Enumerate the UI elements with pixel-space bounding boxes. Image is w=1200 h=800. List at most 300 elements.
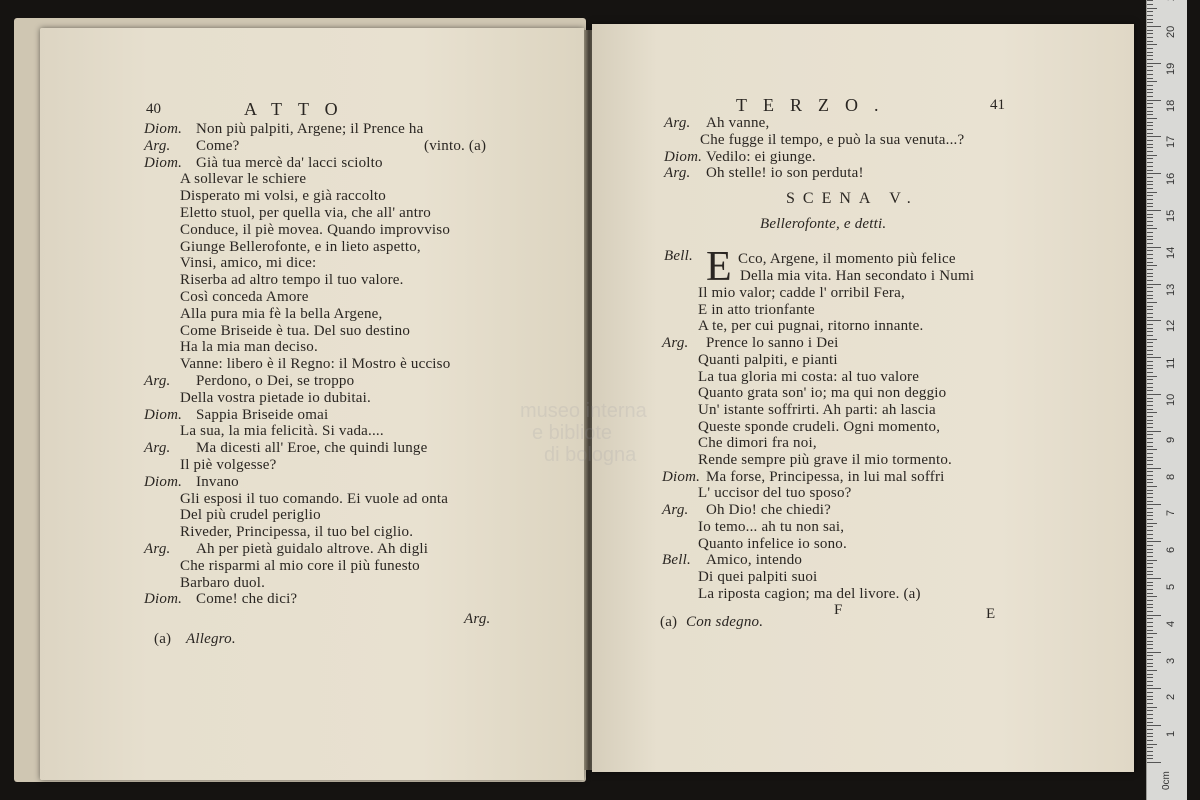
ruler-tick bbox=[1147, 618, 1153, 619]
verse-line: L' uccisor del tuo sposo? bbox=[698, 485, 852, 502]
ruler-tick bbox=[1147, 751, 1153, 752]
ruler-tick bbox=[1147, 354, 1153, 355]
ruler-tick bbox=[1147, 273, 1153, 274]
ruler-tick bbox=[1147, 412, 1157, 413]
ruler-tick bbox=[1147, 471, 1153, 472]
ruler-tick bbox=[1147, 405, 1153, 406]
running-header: ATTO bbox=[244, 99, 354, 119]
ruler-tick bbox=[1147, 659, 1153, 660]
ruler-tick bbox=[1147, 600, 1153, 601]
ruler-tick bbox=[1147, 342, 1153, 343]
ruler-number: 3 bbox=[1165, 657, 1177, 664]
ruler-tick bbox=[1147, 59, 1153, 60]
verse-line: Barbaro duol. bbox=[180, 574, 266, 591]
ruler-number: 14 bbox=[1165, 246, 1177, 259]
verse-line: Quanto grata son' io; ma qui non deggio bbox=[698, 385, 947, 402]
ruler-tick bbox=[1147, 295, 1153, 296]
verse-line: Vinsi, amico, mi dice: bbox=[180, 255, 317, 272]
ruler-tick bbox=[1147, 302, 1157, 303]
ruler-tick bbox=[1147, 431, 1161, 432]
ruler-tick bbox=[1147, 714, 1153, 715]
ruler-number: 16 bbox=[1165, 172, 1177, 186]
verse-line-tail: (vinto. (a) bbox=[424, 137, 487, 154]
ruler-tick bbox=[1147, 493, 1153, 494]
ruler-tick bbox=[1147, 497, 1153, 498]
ruler-tick bbox=[1147, 103, 1153, 104]
ruler-tick bbox=[1147, 696, 1153, 697]
verse-line: Cco, Argene, il momento più felice bbox=[738, 251, 956, 267]
ruler-tick bbox=[1147, 8, 1157, 9]
ruler-tick bbox=[1147, 243, 1153, 244]
ruler-tick bbox=[1147, 284, 1161, 285]
ruler-tick bbox=[1147, 144, 1153, 145]
verse-line: Della mia vita. Han secondato i Numi bbox=[740, 268, 975, 284]
ruler-tick bbox=[1147, 578, 1161, 579]
speaker-name: Diom. bbox=[662, 468, 701, 485]
ruler-tick bbox=[1147, 210, 1161, 211]
ruler-tick bbox=[1147, 339, 1157, 340]
ruler-tick bbox=[1147, 225, 1153, 226]
ruler-tick bbox=[1147, 637, 1153, 638]
verse-line: A sollevar le schiere bbox=[180, 171, 307, 188]
watermark-line: museo interna bbox=[520, 400, 647, 422]
speaker-name: Arg. bbox=[662, 335, 689, 352]
ruler-tick bbox=[1147, 692, 1153, 693]
verse-line: Io temo... ah tu non sai, bbox=[698, 518, 845, 535]
ruler-tick bbox=[1147, 122, 1153, 123]
ruler-tick bbox=[1147, 74, 1153, 75]
ruler-tick bbox=[1147, 280, 1153, 281]
verse-line: Come! che dici? bbox=[196, 591, 298, 608]
verse-line: Già tua mercè da' lacci sciolto bbox=[196, 154, 383, 171]
ruler-tick bbox=[1147, 133, 1153, 134]
page-number: 41 bbox=[990, 97, 1005, 113]
ruler-tick bbox=[1147, 434, 1153, 435]
ruler-tick bbox=[1147, 530, 1153, 531]
verse-line: Che risparmi al mio core il più funesto bbox=[180, 557, 420, 574]
ruler-tick bbox=[1147, 203, 1153, 204]
speaker-name: Diom. bbox=[664, 148, 703, 165]
verse-line: Ma dicesti all' Eroe, che quindi lunge bbox=[196, 440, 428, 457]
ruler-tick bbox=[1147, 736, 1153, 737]
ruler-tick bbox=[1147, 147, 1153, 148]
ruler-tick bbox=[1147, 357, 1161, 358]
ruler-tick bbox=[1147, 262, 1153, 263]
ruler-tick bbox=[1147, 170, 1153, 171]
ruler-tick bbox=[1147, 552, 1153, 553]
speaker-name: Arg. bbox=[144, 373, 171, 389]
ruler-tick bbox=[1147, 685, 1153, 686]
verse-line: Amico, intendo bbox=[706, 552, 803, 569]
ruler-tick bbox=[1147, 206, 1153, 207]
verse-line: Rende sempre più grave il mio tormento. bbox=[698, 452, 952, 468]
verse-line: Sappia Briseide omai bbox=[196, 406, 329, 423]
ruler-tick bbox=[1147, 320, 1161, 321]
ruler-tick bbox=[1147, 313, 1153, 314]
ruler-tick bbox=[1147, 19, 1153, 20]
ruler-tick bbox=[1147, 394, 1161, 395]
ruler-tick bbox=[1147, 615, 1161, 616]
ruler-tick bbox=[1147, 269, 1153, 270]
ruler-tick bbox=[1147, 718, 1153, 719]
ruler-tick bbox=[1147, 379, 1153, 380]
ruler-tick bbox=[1147, 401, 1153, 402]
ruler-tick bbox=[1147, 699, 1153, 700]
ruler-tick bbox=[1147, 725, 1161, 726]
verse-line: Vedilo: ei giunge. bbox=[706, 148, 816, 165]
ruler-tick bbox=[1147, 508, 1153, 509]
ruler-tick bbox=[1147, 199, 1153, 200]
ruler-tick bbox=[1147, 11, 1153, 12]
speaker-name: Bell. bbox=[662, 552, 691, 569]
ruler-tick bbox=[1147, 48, 1153, 49]
ruler-tick bbox=[1147, 111, 1153, 112]
verse-line: Ah vanne, bbox=[706, 115, 770, 131]
ruler-tick bbox=[1147, 22, 1153, 23]
ruler-tick bbox=[1147, 192, 1157, 193]
ruler-tick bbox=[1147, 604, 1153, 605]
ruler-tick bbox=[1147, 350, 1153, 351]
ruler-tick bbox=[1147, 626, 1153, 627]
ruler-tick bbox=[1147, 158, 1153, 159]
ruler-tick bbox=[1147, 89, 1153, 90]
verse-line: Così conceda Amore bbox=[180, 289, 309, 305]
verse-line: Conduce, il piè movea. Quando improvviso bbox=[180, 221, 451, 238]
ruler-tick bbox=[1147, 574, 1153, 575]
ruler-tick bbox=[1147, 755, 1153, 756]
verse-line: Di quei palpiti suoi bbox=[698, 568, 818, 585]
ruler-tick bbox=[1147, 549, 1153, 550]
ruler-tick bbox=[1147, 416, 1153, 417]
ruler-tick bbox=[1147, 688, 1161, 689]
ruler-tick bbox=[1147, 585, 1153, 586]
ruler-tick bbox=[1147, 420, 1153, 421]
ruler-tick bbox=[1147, 96, 1153, 97]
ruler-tick bbox=[1147, 387, 1153, 388]
ruler-tick bbox=[1147, 15, 1153, 16]
ruler-tick bbox=[1147, 92, 1153, 93]
ruler-tick bbox=[1147, 722, 1153, 723]
ruler-tick bbox=[1147, 479, 1153, 480]
verse-line: Che fugge il tempo, e può la sua venuta...? bbox=[700, 131, 965, 148]
verse-line: Come? bbox=[196, 137, 240, 154]
watermark-line: e bibliote bbox=[532, 422, 613, 444]
verse-line: Quanti palpiti, e pianti bbox=[698, 351, 838, 368]
verse-line: La riposta cagion; ma del livore. (a) bbox=[698, 585, 921, 602]
ruler-tick bbox=[1147, 515, 1153, 516]
verse-line: Alla pura mia fè la bella Argene, bbox=[180, 305, 383, 322]
speaker-name: Bell. bbox=[664, 248, 693, 264]
ruler-tick bbox=[1147, 55, 1153, 56]
verse-line: Invano bbox=[196, 473, 239, 490]
ruler-tick bbox=[1147, 181, 1153, 182]
page-number: 40 bbox=[146, 101, 161, 117]
ruler-number: 17 bbox=[1165, 136, 1177, 149]
speaker-name: Arg. bbox=[662, 502, 689, 519]
verse-line: Ah per pietà guidalo altrove. Ah digli bbox=[196, 541, 429, 557]
ruler-tick bbox=[1147, 504, 1161, 505]
measurement-ruler bbox=[1146, 0, 1187, 800]
verse-line: A te, per cui pugnai, ritorno innante. bbox=[698, 318, 924, 335]
ruler-tick bbox=[1147, 331, 1153, 332]
verse-line: Il piè volgesse? bbox=[180, 457, 277, 473]
ruler-tick bbox=[1147, 309, 1153, 310]
ruler-tick bbox=[1147, 703, 1153, 704]
ruler-tick bbox=[1147, 78, 1153, 79]
ruler-tick bbox=[1147, 512, 1153, 513]
ruler-tick bbox=[1147, 563, 1153, 564]
ruler-tick bbox=[1147, 758, 1153, 759]
ruler-tick bbox=[1147, 644, 1153, 645]
ruler-tick bbox=[1147, 674, 1153, 675]
ruler-tick bbox=[1147, 228, 1157, 229]
ruler-tick bbox=[1147, 4, 1153, 5]
ruler-tick bbox=[1147, 361, 1153, 362]
speaker-name: Arg. bbox=[144, 541, 171, 557]
ruler-tick bbox=[1147, 114, 1153, 115]
verse-line: Ha la mia man deciso. bbox=[180, 339, 318, 356]
verse-line: Come Briseide è tua. Del suo destino bbox=[180, 322, 411, 339]
verse-line: La sua, la mia felicità. Si vada.... bbox=[180, 423, 384, 440]
ruler-number: 8 bbox=[1165, 473, 1177, 480]
scene-title: SCENA V. bbox=[786, 190, 919, 207]
ruler-tick bbox=[1147, 534, 1153, 535]
ruler-tick bbox=[1147, 390, 1153, 391]
ruler-tick bbox=[1147, 560, 1157, 561]
ruler-tick bbox=[1147, 81, 1157, 82]
ruler-tick bbox=[1147, 166, 1153, 167]
ruler-tick bbox=[1147, 162, 1153, 163]
ruler-tick bbox=[1147, 33, 1153, 34]
ruler-tick bbox=[1147, 460, 1153, 461]
ruler-tick bbox=[1147, 523, 1157, 524]
ruler-tick bbox=[1147, 328, 1153, 329]
ruler-number: 12 bbox=[1165, 320, 1177, 333]
ruler-tick bbox=[1147, 136, 1161, 137]
speaker-name: Arg. bbox=[144, 137, 171, 154]
ruler-tick bbox=[1147, 648, 1153, 649]
verse-line: La tua gloria mi costa: al tuo valore bbox=[698, 368, 920, 385]
ruler-tick bbox=[1147, 490, 1153, 491]
ruler-tick bbox=[1147, 541, 1161, 542]
verse-line: Vanne: libero è il Regno: il Mostro è ucciso bbox=[180, 356, 451, 373]
ruler-tick bbox=[1147, 217, 1153, 218]
footnote-mark: (a) bbox=[660, 614, 678, 630]
verse-line: Riserba ad altro tempo il tuo valore. bbox=[180, 272, 404, 289]
ruler-number: 11 bbox=[1165, 357, 1177, 370]
verse-line: Oh Dio! che chiedi? bbox=[706, 502, 832, 519]
ruler-tick bbox=[1147, 486, 1157, 487]
speaker-name: Arg. bbox=[664, 115, 691, 131]
verse-line: Ma forse, Principessa, in lui mal soffri bbox=[706, 468, 945, 485]
ruler-tick bbox=[1147, 442, 1153, 443]
ruler-tick bbox=[1147, 475, 1153, 476]
ruler-tick bbox=[1147, 298, 1153, 299]
ruler-tick bbox=[1147, 140, 1153, 141]
footnote-text: Con sdegno. bbox=[686, 614, 764, 630]
ruler-tick bbox=[1147, 670, 1157, 671]
verse-line: Quanto infelice io sono. bbox=[698, 535, 847, 552]
ruler-tick bbox=[1147, 666, 1153, 667]
ruler-number: 1 bbox=[1165, 731, 1177, 738]
ruler-tick bbox=[1147, 376, 1157, 377]
ruler-tick bbox=[1147, 593, 1153, 594]
ruler-number: 2 bbox=[1165, 694, 1177, 701]
ruler-number: 20 bbox=[1165, 25, 1177, 38]
ruler-number bbox=[1165, 0, 1177, 1]
ruler-tick bbox=[1147, 427, 1153, 428]
ruler-tick bbox=[1147, 100, 1161, 101]
ruler-tick bbox=[1147, 740, 1153, 741]
ruler-tick bbox=[1147, 519, 1153, 520]
ruler-tick bbox=[1147, 589, 1153, 590]
signature-mark: F bbox=[834, 602, 843, 618]
speaker-name: Diom. bbox=[144, 121, 183, 137]
ruler-tick bbox=[1147, 501, 1153, 502]
ruler-tick bbox=[1147, 173, 1161, 174]
ruler-tick bbox=[1147, 195, 1153, 196]
ruler-tick bbox=[1147, 641, 1153, 642]
verse-line: Queste sponde crudeli. Ogni momento, bbox=[698, 418, 941, 435]
ruler-tick bbox=[1147, 335, 1153, 336]
verse-line: Un' istante soffrirti. Ah parti: ah lascia bbox=[698, 401, 936, 418]
ruler-tick bbox=[1147, 398, 1153, 399]
ruler-tick bbox=[1147, 545, 1153, 546]
ruler-tick bbox=[1147, 707, 1157, 708]
ruler-tick bbox=[1147, 107, 1153, 108]
verse-line: Perdono, o Dei, se troppo bbox=[196, 373, 355, 389]
ruler-tick bbox=[1147, 70, 1153, 71]
ruler-number: 9 bbox=[1165, 436, 1177, 443]
ruler-tick bbox=[1147, 177, 1153, 178]
ruler-tick bbox=[1147, 372, 1153, 373]
ruler-tick bbox=[1147, 438, 1153, 439]
watermark bbox=[520, 400, 680, 466]
ruler-tick bbox=[1147, 611, 1153, 612]
verse-line: Che dimori fra noi, bbox=[698, 435, 817, 452]
ruler-tick bbox=[1147, 214, 1153, 215]
footnote-mark: (a) bbox=[154, 631, 172, 647]
ruler-tick bbox=[1147, 747, 1153, 748]
catchword: Arg. bbox=[464, 611, 491, 627]
scene-characters: Bellerofonte, e detti. bbox=[760, 216, 887, 232]
ruler-tick bbox=[1147, 291, 1153, 292]
ruler-tick bbox=[1147, 30, 1153, 31]
speaker-name: Diom. bbox=[144, 406, 183, 423]
ruler-tick bbox=[1147, 66, 1153, 67]
verse-line: Riveder, Principessa, il tuo bel ciglio. bbox=[180, 524, 414, 541]
ruler-tick bbox=[1147, 324, 1153, 325]
speaker-name: Diom. bbox=[144, 473, 183, 490]
ruler-tick bbox=[1147, 236, 1153, 237]
ruler-tick bbox=[1147, 365, 1153, 366]
ruler-tick bbox=[1147, 729, 1153, 730]
watermark-line: di bologna bbox=[544, 444, 637, 466]
running-header: TERZO. bbox=[736, 95, 895, 115]
speaker-name: Diom. bbox=[144, 154, 183, 171]
ruler-tick bbox=[1147, 346, 1153, 347]
ruler-tick bbox=[1147, 250, 1153, 251]
ruler-tick bbox=[1147, 744, 1157, 745]
ruler-number: 5 bbox=[1165, 583, 1177, 590]
ruler-tick bbox=[1147, 655, 1153, 656]
verse-line: Giunge Bellerofonte, e in lieto aspetto, bbox=[180, 238, 421, 255]
verse-line: Oh stelle! io son perduta! bbox=[706, 165, 864, 182]
ruler-tick bbox=[1147, 247, 1161, 248]
ruler-tick bbox=[1147, 63, 1161, 64]
ruler-tick bbox=[1147, 26, 1161, 27]
ruler-tick bbox=[1147, 622, 1153, 623]
ruler-tick bbox=[1147, 453, 1153, 454]
ruler-tick bbox=[1147, 44, 1157, 45]
ruler-tick bbox=[1147, 184, 1153, 185]
ruler-tick bbox=[1147, 449, 1157, 450]
speaker-name: Arg. bbox=[664, 165, 691, 182]
ruler-tick bbox=[1147, 125, 1153, 126]
verse-line: E in atto trionfante bbox=[698, 301, 815, 318]
ruler-unit-label: 0cm bbox=[1161, 771, 1172, 790]
ruler-tick bbox=[1147, 464, 1153, 465]
ruler-tick bbox=[1147, 630, 1153, 631]
ruler-tick bbox=[1147, 409, 1153, 410]
ruler-tick bbox=[1147, 151, 1153, 152]
ruler-tick bbox=[1147, 457, 1153, 458]
ruler-tick bbox=[1147, 582, 1153, 583]
ruler-tick bbox=[1147, 526, 1153, 527]
verse-line: Il mio valor; cadde l' orribil Fera, bbox=[698, 285, 905, 301]
ruler-tick bbox=[1147, 762, 1161, 763]
ruler-tick bbox=[1147, 663, 1153, 664]
ruler-tick bbox=[1147, 571, 1153, 572]
ruler-tick bbox=[1147, 733, 1153, 734]
ruler-tick bbox=[1147, 188, 1153, 189]
ruler-number: 15 bbox=[1165, 209, 1177, 222]
ruler-tick bbox=[1147, 129, 1153, 130]
ruler-number: 6 bbox=[1165, 547, 1177, 554]
ruler-tick bbox=[1147, 677, 1153, 678]
verse-line: Disperato mi volsi, e già raccolto bbox=[180, 188, 386, 205]
ruler-tick bbox=[1147, 52, 1153, 53]
ruler-tick bbox=[1147, 0, 1153, 1]
ruler-tick bbox=[1147, 681, 1153, 682]
ruler-tick bbox=[1147, 306, 1153, 307]
ruler-tick bbox=[1147, 41, 1153, 42]
ruler-tick bbox=[1147, 221, 1153, 222]
ruler-tick bbox=[1147, 556, 1153, 557]
verse-line: Prence lo sanno i Dei bbox=[706, 335, 839, 352]
ruler-tick bbox=[1147, 652, 1161, 653]
ruler-tick bbox=[1147, 596, 1157, 597]
ruler-tick bbox=[1147, 368, 1153, 369]
ruler-number: 7 bbox=[1165, 510, 1177, 517]
footnote-text: Allegro. bbox=[186, 631, 236, 647]
ruler-tick bbox=[1147, 239, 1153, 240]
ruler-tick bbox=[1147, 633, 1157, 634]
ruler-tick bbox=[1147, 287, 1153, 288]
ruler-tick bbox=[1147, 468, 1161, 469]
catchword: E bbox=[986, 606, 996, 622]
ruler-tick bbox=[1147, 37, 1153, 38]
ruler-tick bbox=[1147, 85, 1153, 86]
speaker-name: Arg. bbox=[144, 440, 171, 457]
ruler-number: 4 bbox=[1165, 620, 1177, 627]
ruler-tick bbox=[1147, 710, 1153, 711]
verse-line: Eletto stuol, per quella via, che all' antro bbox=[180, 205, 432, 221]
ruler-tick bbox=[1147, 317, 1153, 318]
ruler-tick bbox=[1147, 118, 1157, 119]
ruler-number: 18 bbox=[1165, 99, 1177, 112]
ruler-number: 13 bbox=[1165, 283, 1177, 296]
